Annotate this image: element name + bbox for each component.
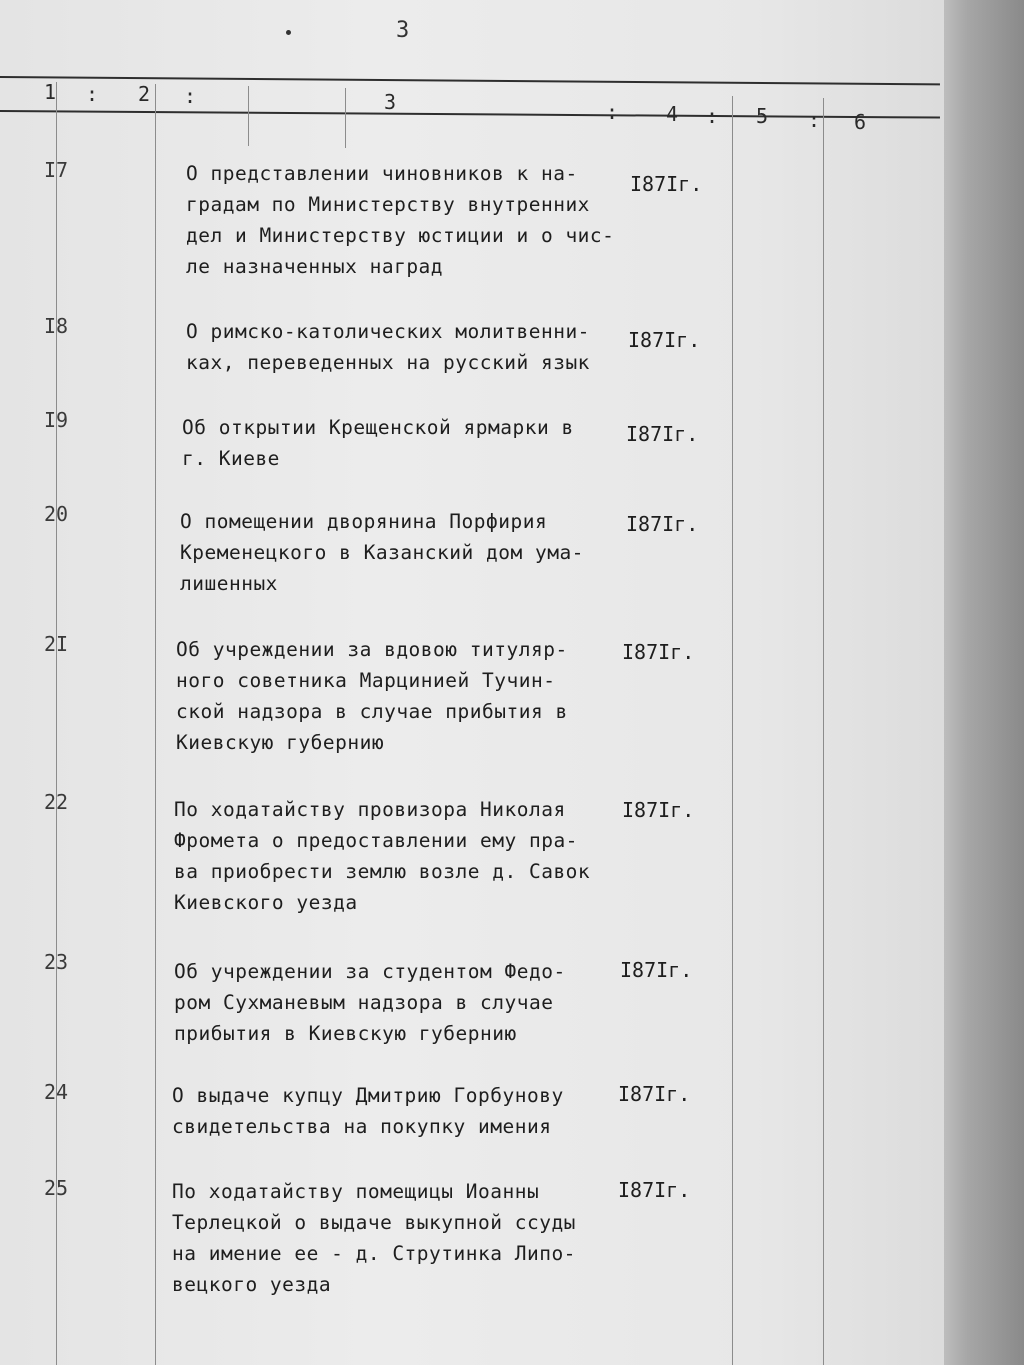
entry-text: О римско-католических молитвенни- ках, переведенных на русский язык [186,320,590,374]
entry-text: Об учреждении за вдовою титуляр- ного советника Марцинией Тучин- ской надзора в случае прибытия в Киевскую губернию [176,638,568,754]
column-line [155,84,156,1365]
entry-year: I87Iг. [622,798,695,822]
entry-number: 24 [44,1080,69,1104]
column-separator: : [86,82,99,106]
column-number-1: 1 [44,80,57,104]
column-number-4: 4 [666,102,679,126]
column-separator: : [184,84,197,108]
column-number-3: 3 [384,90,397,114]
entry-text: О представлении чиновников к на- градам по Министерству внутренних дел и Министерству юстиции и о чис- ле назначенных наград [186,162,615,278]
column-number-2: 2 [138,82,151,106]
entry-year: I87Iг. [626,422,699,446]
column-separator: : [606,100,619,124]
column-line [56,82,57,1365]
entry-year: I87Iг. [618,1178,691,1202]
column-line [823,98,824,1365]
column-number-6: 6 [854,110,867,134]
entry-text: О выдаче купцу Дмитрию Горбунову свидетельства на покупку имения [172,1084,564,1138]
column-line [732,96,733,1365]
entry-number: 22 [44,790,69,814]
entry-year: I87Iг. [618,1082,691,1106]
page-number: 3 [396,18,410,43]
column-number-5: 5 [756,104,769,128]
column-line [345,88,346,148]
entry-year: I87Iг. [628,328,701,352]
ink-dot [286,30,291,35]
entry-number: 2I [44,632,69,656]
entry-number: 23 [44,950,69,974]
entry-number: 25 [44,1176,69,1200]
column-separator: : [706,104,719,128]
entry-text: По ходатайству помещицы Иоанны Терлецкой о выдаче выкупной ссуды на имение ее - д. Струтинка Липо- вецкого уезда [172,1180,576,1296]
column-separator: : [808,108,821,132]
page-edge [944,0,1024,1365]
entry-year: I87Iг. [620,958,693,982]
entry-number: I9 [44,408,69,432]
entry-number: I7 [44,158,69,182]
entry-text: Об открытии Крещенской ярмарки в г. Киеве [182,416,574,470]
entry-number: I8 [44,314,69,338]
entry-year: I87Iг. [626,512,699,536]
entry-text: По ходатайству провизора Николая Фромета о предоставлении ему пра- ва приобрести землю возле д. Савок Киевского уезда [174,798,591,914]
column-line [248,86,249,146]
entry-text: О помещении дворянина Порфирия Кременецкого в Казанский дом ума- лишенных [180,510,584,595]
entry-number: 20 [44,502,69,526]
entry-text: Об учреждении за студентом Федо- ром Сухманевым надзора в случае прибытия в Киевскую губернию [174,960,566,1045]
entry-year: I87Iг. [630,172,703,196]
entry-year: I87Iг. [622,640,695,664]
